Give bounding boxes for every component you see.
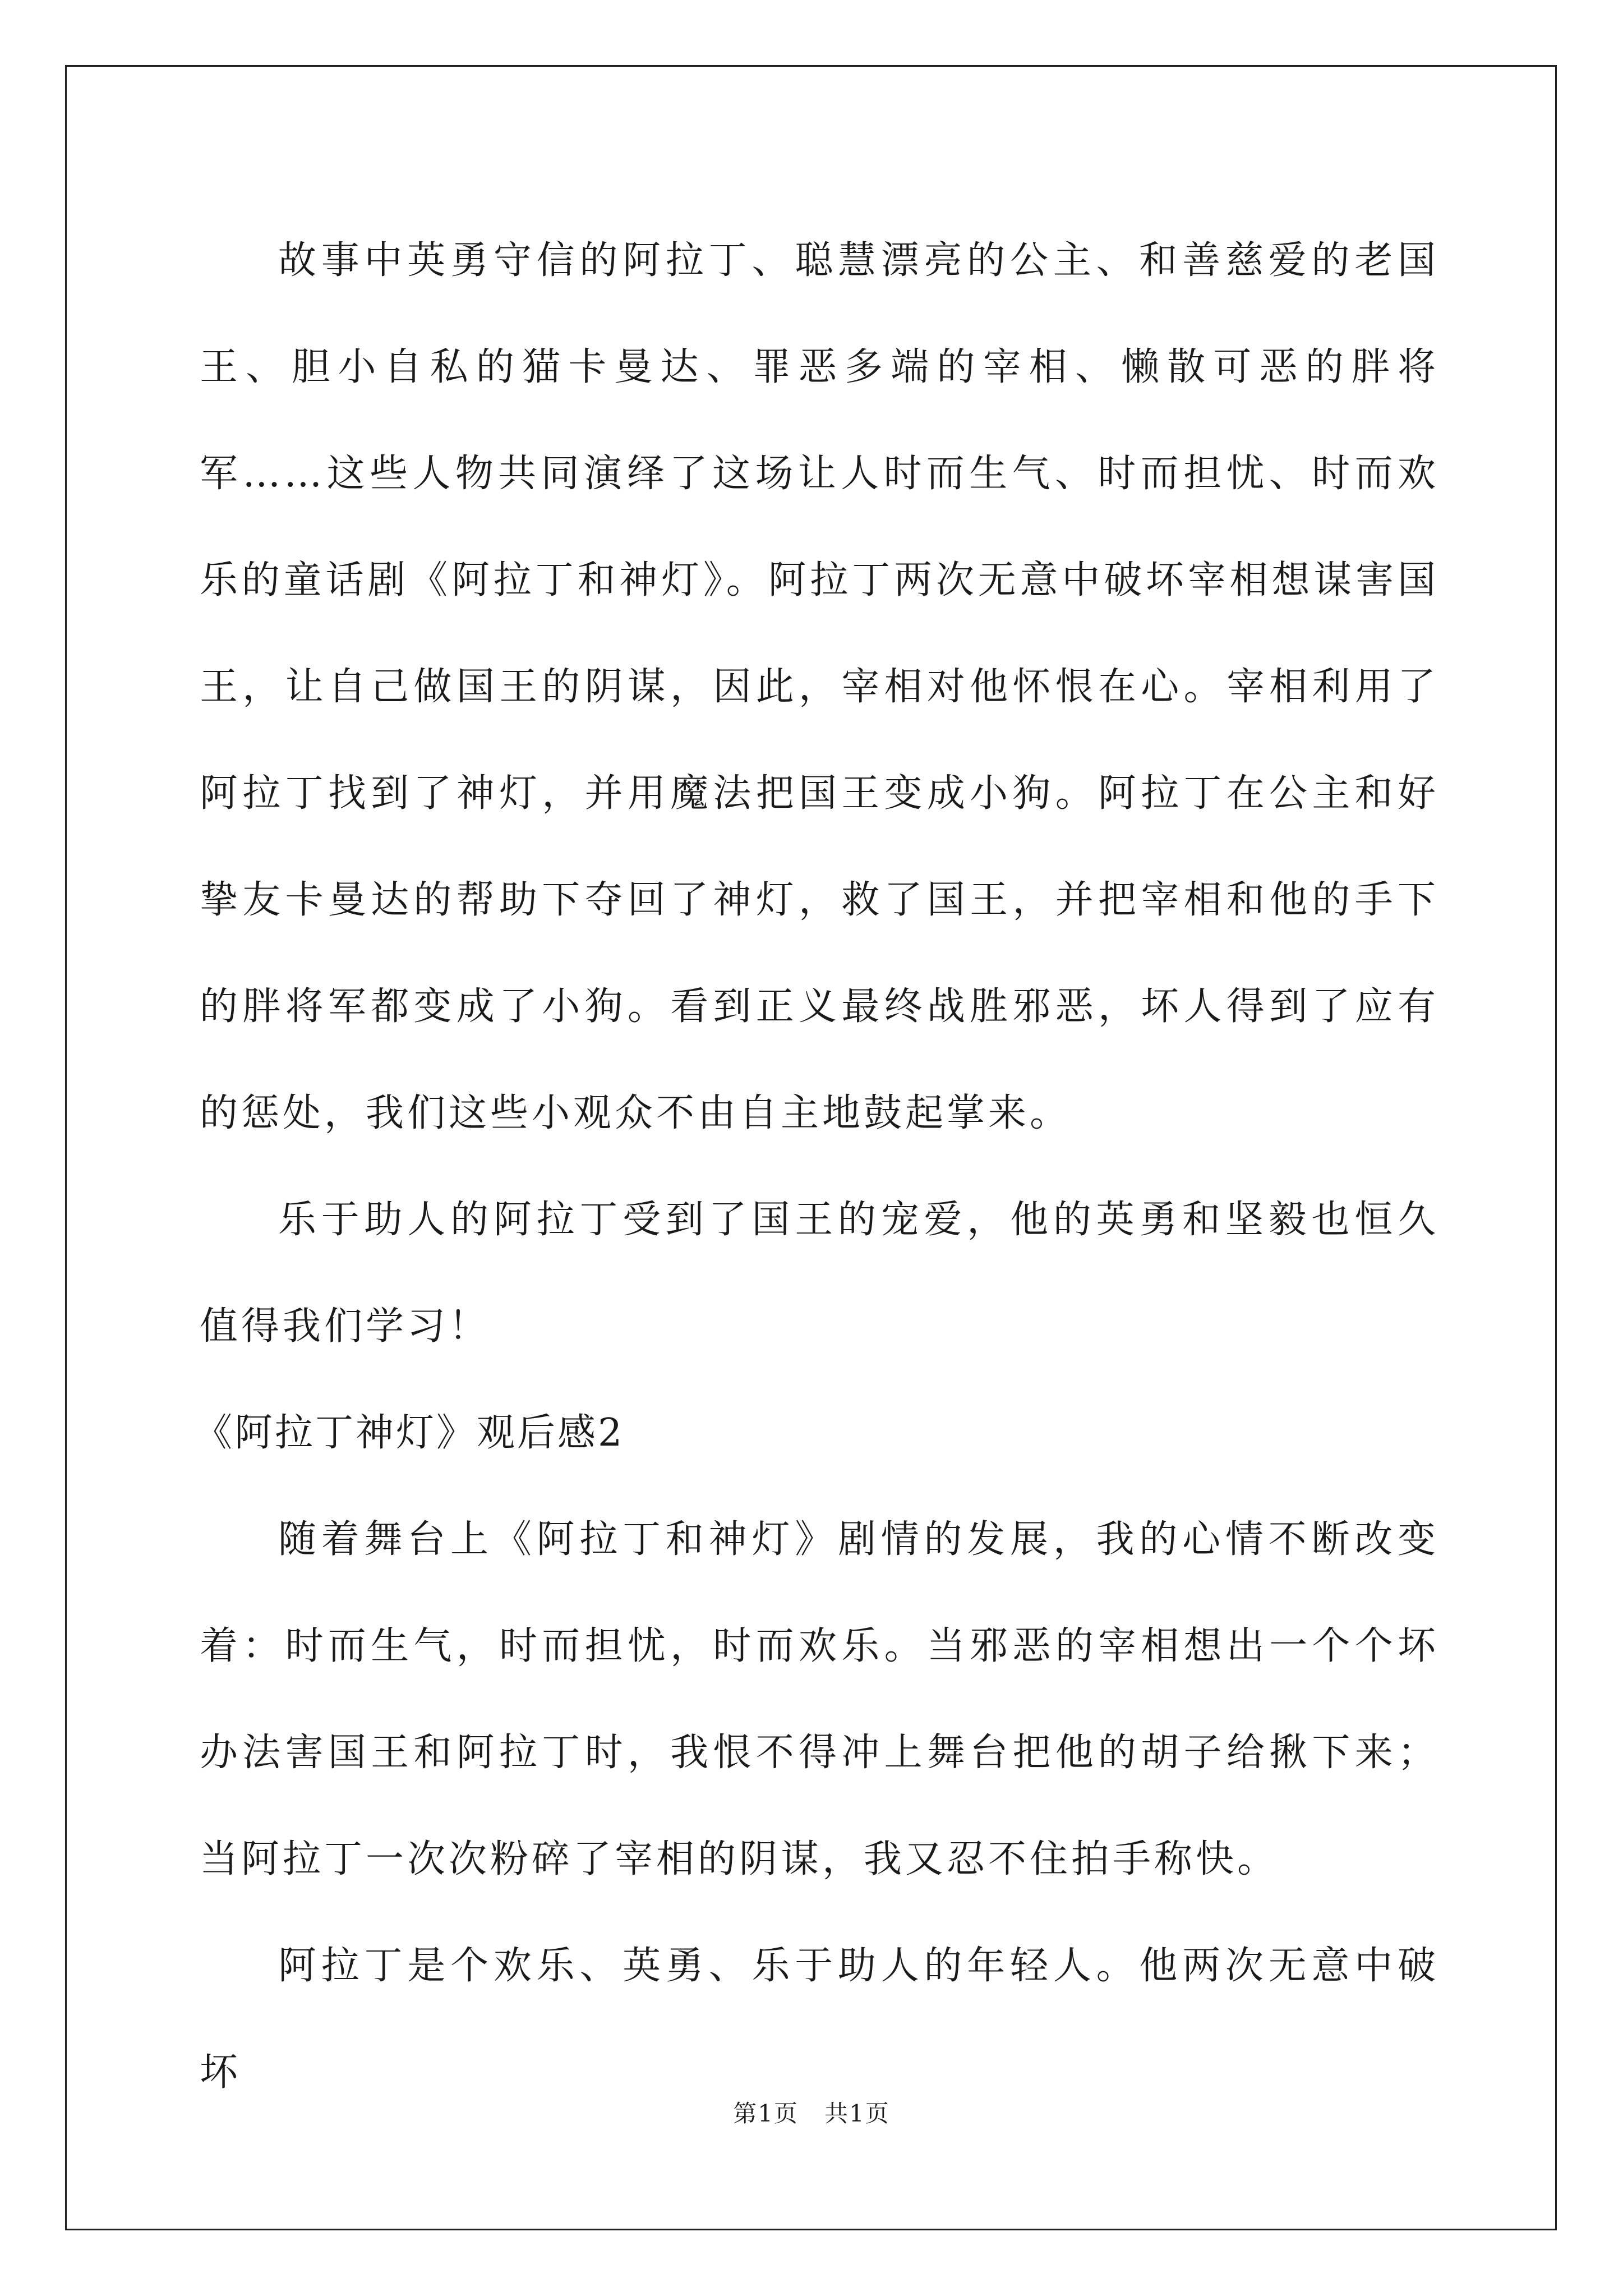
page-footer <box>0 2095 1623 2129</box>
page-total: 共1页 <box>824 2100 890 2127</box>
paragraph-conclusion: 乐于助人的阿拉丁受到了国王的宠爱，他的英勇和坚毅也恒久值得我们学习！ <box>200 1198 1439 1349</box>
section-heading: 《阿拉丁神灯》观后感2 <box>194 1411 625 1455</box>
page-number: 第1页 <box>733 2100 799 2127</box>
paragraph-character: 阿拉丁是个欢乐、英勇、乐于助人的年轻人。他两次无意中破坏 <box>200 1944 1439 2095</box>
paragraph-emotions: 随着舞台上《阿拉丁和神灯》剧情的发展，我的心情不断改变着：时而生气，时而担忧，时而欢乐。当邪恶的宰相想出一个个坏办法害国王和阿拉丁时，我恨不得冲上舞台把他的胡子给揪下来；当阿拉丁一次次粉碎了宰相的阴谋，我又忍不住拍手称快。 <box>200 1517 1439 1881</box>
paragraph-story-summary: 故事中英勇守信的阿拉丁、聪慧漂亮的公主、和善慈爱的老国王、胆小自私的猫卡曼达、罪恶多端的宰相、懒散可恶的胖将军……这些人物共同演绎了这场让人时而生气、时而担忧、时而欢乐的童话剧《阿拉丁和神灯》。阿拉丁两次无意中破坏宰相想谋害国王，让自己做国王的阴谋，因此，宰相对他怀恨在心。宰相利用了阿拉丁找到了神灯，并用魔法把国王变成小狗。阿拉丁在公主和好挚友卡曼达的帮助下夺回了神灯，救了国王，并把宰相和他的手下的胖将军都变成了小狗。看到正义最终战胜邪恶，坏人得到了应有的惩处，我们这些小观众不由自主地鼓起掌来。 <box>200 238 1439 1135</box>
document-body <box>194 208 1439 2126</box>
